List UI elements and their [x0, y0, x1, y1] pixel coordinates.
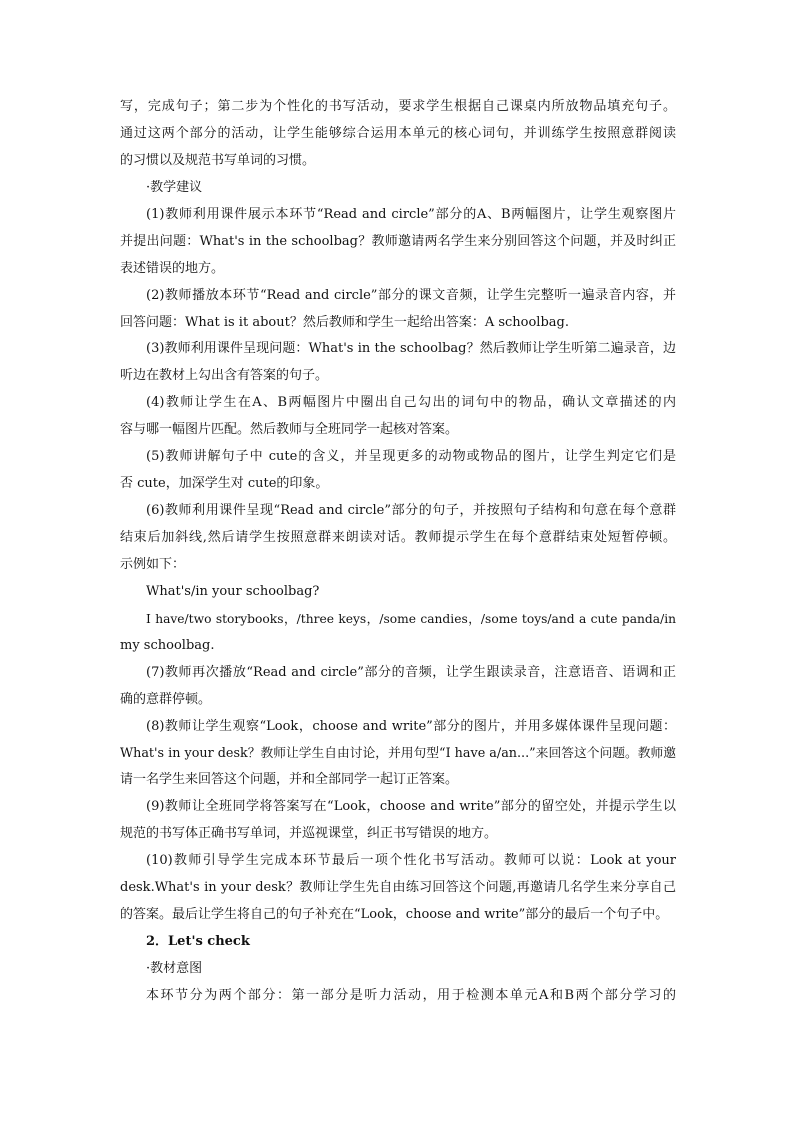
- text-line: 确的意群停顿。: [120, 691, 212, 707]
- text-line: 的习惯以及规范书写单词的习惯。: [120, 152, 316, 168]
- text-line: my schoolbag.: [120, 637, 215, 653]
- text-line: (10)教师引导学生完成本环节最后一项个性化书写活动。教师可以说：Look at your: [146, 853, 676, 869]
- body-text: [120, 94, 676, 1010]
- text-line: 容与哪一幅图片匹配。然后教师与全班同学一起核对答案。: [120, 422, 459, 438]
- text-line: What's/in your schoolbag?: [146, 583, 320, 599]
- text-line: 否 cute，加深学生对 cute的印象。: [120, 476, 329, 492]
- text-line: (3)教师利用课件呈现问题：What's in the schoolbag？然后教师让学生听第二遍录音，边: [146, 341, 676, 357]
- text-line: 示例如下：: [120, 556, 186, 572]
- text-line: 并提出问题：What's in the schoolbag？教师邀请两名学生来分别回答这个问题，并及时纠正: [120, 233, 676, 249]
- text-line: 表述错误的地方。: [120, 260, 225, 276]
- text-line: (5)教师讲解句子中 cute的含义，并呈现更多的动物或物品的图片，让学生判定它们是: [146, 449, 676, 465]
- text-line: 听边在教材上勾出含有答案的句子。: [120, 368, 329, 384]
- text-line: 本环节分为两个部分：第一部分是听力活动，用于检测本单元A和B两个部分学习的: [146, 987, 676, 1003]
- text-line: desk.What's in your desk？教师让学生先自由练习回答这个问题,再邀请几名学生来分享自己: [120, 880, 676, 896]
- text-line: What's in your desk？教师让学生自由讨论，并用句型“I have a/an...”来回答这个问题。教师邀: [120, 745, 676, 761]
- text-line: 请一名学生来回答这个问题，并和全部同学一起订正答案。: [120, 772, 459, 788]
- text-line: 通过这两个部分的活动，让学生能够综合运用本单元的核心词句，并训练学生按照意群阅读: [120, 125, 676, 141]
- text-line: (6)教师利用课件呈现“Read and circle”部分的句子，并按照句子结构和句意在每个意群: [146, 503, 676, 519]
- text-line: (1)教师利用课件展示本环节“Read and circle”部分的A、B两幅图片，让学生观察图片: [146, 206, 676, 222]
- text-line: I have/two storybooks，/three keys，/some candies，/some toys/and a cute panda/in: [146, 611, 676, 626]
- text-line: 写，完成句子；第二步为个性化的书写活动，要求学生根据自己课桌内所放物品填充句子。: [120, 99, 676, 114]
- text-line: (8)教师让学生观察“Look，choose and write”部分的图片，并用多媒体课件呈现问题：: [146, 718, 676, 734]
- section-heading: 2．Let's check: [146, 934, 250, 950]
- text-line: (7)教师再次播放“Read and circle”部分的音频，让学生跟读录音，注意语音、语调和正: [146, 664, 676, 680]
- text-line: (2)教师播放本环节“Read and circle”部分的课文音频，让学生完整听一遍录音内容，并: [146, 287, 676, 303]
- text-line: 回答问题：What is it about？然后教师和学生一起给出答案：A schoolbag.: [120, 314, 569, 330]
- text-line: (9)教师让全班同学将答案写在“Look，choose and write”部分的留空处，并提示学生以: [146, 799, 676, 815]
- text-line: ·教材意图: [146, 961, 203, 976]
- text-line: (4)教师让学生在A、B两幅图片中圈出自己勾出的词句中的物品，确认文章描述的内: [146, 395, 676, 411]
- text-line: 规范的书写体正确书写单词，并巡视课堂，纠正书写错误的地方。: [120, 826, 498, 842]
- text-line: 结束后加斜线,然后请学生按照意群来朗读对话。教师提示学生在每个意群结束处短暂停顿。: [120, 530, 676, 545]
- text-line: ·教学建议: [146, 179, 203, 195]
- text-line: 的答案。最后让学生将自己的句子补充在“Look，choose and write”部分的最后一个句子中。: [120, 907, 669, 923]
